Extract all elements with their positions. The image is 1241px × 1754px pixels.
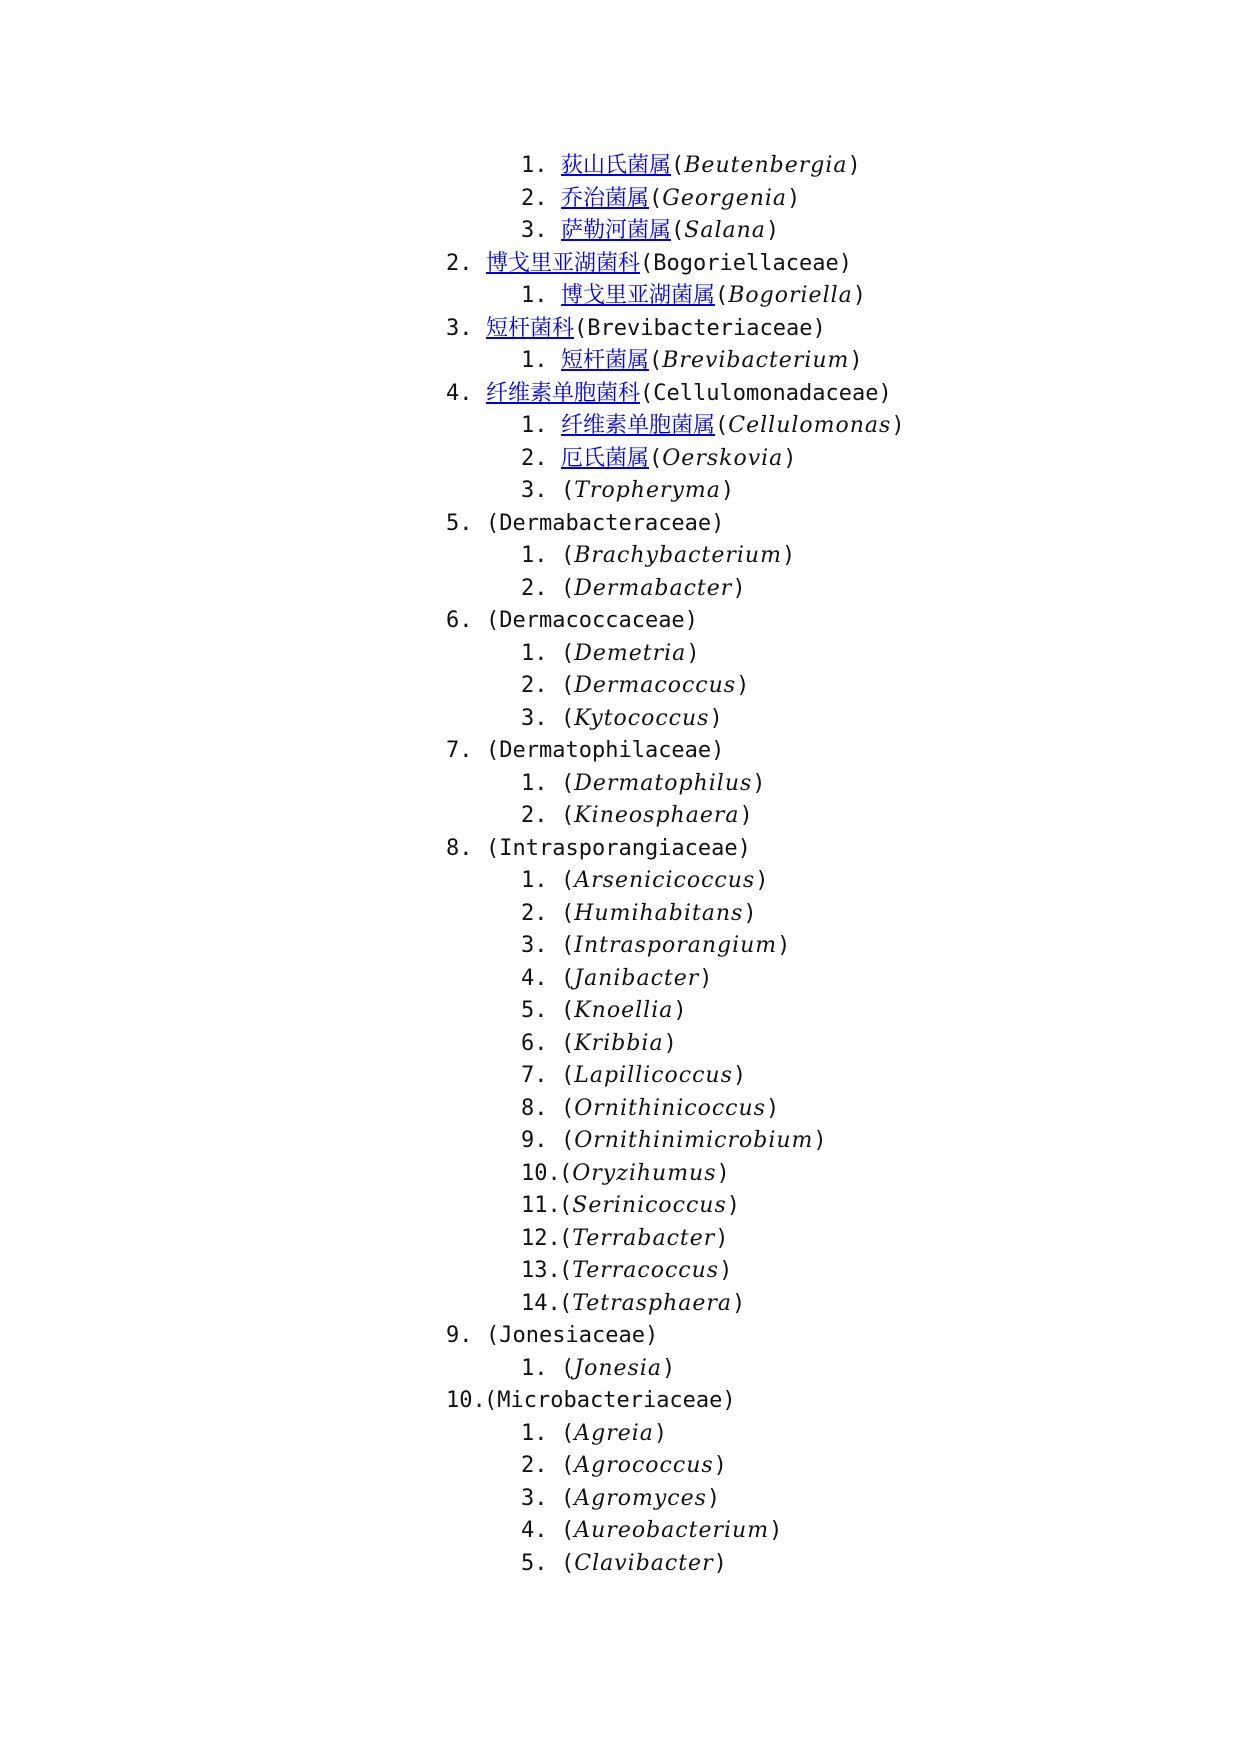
close-paren: )	[713, 1551, 727, 1576]
taxon-link[interactable]: 乔治菌属	[561, 186, 650, 211]
latin-name: Arsenicicoccus	[574, 868, 756, 893]
close-paren: )	[663, 1031, 677, 1056]
list-number: 11.	[521, 1193, 561, 1218]
list-number: 7.	[446, 738, 473, 763]
latin-name: Lapillicoccus	[574, 1063, 733, 1088]
latin-name: Oerskovia	[662, 446, 784, 471]
genus-list-item	[521, 930, 790, 962]
list-number: 1.	[521, 641, 548, 666]
open-paren: (	[561, 966, 575, 991]
open-paren: (	[559, 1258, 573, 1283]
open-paren: (	[649, 446, 663, 471]
close-paren: )	[849, 348, 863, 373]
latin-name: Dermacoccaceae	[499, 608, 685, 633]
genus-list-item	[521, 1223, 729, 1255]
latin-name: Jonesiaceae	[499, 1323, 645, 1348]
latin-name: Terrabacter	[572, 1226, 716, 1251]
genus-list-item	[521, 1060, 746, 1092]
latin-name: Jonesia	[574, 1356, 662, 1381]
latin-name: Tetrasphaera	[572, 1291, 733, 1316]
list-number: 5.	[446, 511, 473, 536]
genus-list-item	[521, 1483, 720, 1515]
latin-name: Beutenbergia	[684, 153, 848, 178]
list-number: 13.	[521, 1258, 561, 1283]
open-paren: (	[561, 1128, 575, 1153]
list-number: 3.	[446, 316, 473, 341]
close-paren: )	[726, 1193, 741, 1218]
latin-name: Dermatophilaceae	[499, 738, 712, 763]
open-paren: (	[640, 251, 654, 276]
genus-list-item	[521, 1093, 779, 1125]
open-paren: (	[561, 1356, 575, 1381]
open-paren: (	[574, 316, 588, 341]
open-paren: (	[715, 283, 729, 308]
genus-list-item	[521, 995, 687, 1027]
list-number: 3.	[521, 218, 548, 243]
close-paren: )	[732, 576, 746, 601]
latin-name: Agromyces	[574, 1486, 707, 1511]
open-paren: (	[561, 1031, 575, 1056]
latin-name: Intrasporangium	[574, 933, 778, 958]
open-paren: (	[561, 706, 575, 731]
open-paren: (	[561, 641, 575, 666]
list-number: 2.	[521, 1453, 548, 1478]
genus-list-item	[521, 638, 700, 670]
genus-list-item	[521, 183, 800, 215]
close-paren: )	[787, 186, 801, 211]
close-paren: )	[686, 641, 700, 666]
list-number: 2.	[521, 803, 548, 828]
open-paren: (	[559, 1193, 573, 1218]
list-number: 5.	[521, 1551, 548, 1576]
open-paren: (	[671, 153, 685, 178]
latin-name: Bogoriella	[728, 283, 853, 308]
family-list-item	[446, 508, 724, 540]
close-paren: )	[644, 1323, 659, 1348]
list-number: 1.	[521, 1421, 548, 1446]
latin-name: Terracoccus	[572, 1258, 720, 1283]
family-list-item	[446, 735, 724, 767]
genus-list-item	[521, 150, 861, 182]
genus-list-item	[521, 1548, 727, 1580]
list-number: 4.	[446, 381, 473, 406]
open-paren: (	[561, 1421, 575, 1446]
genus-list-item	[521, 345, 863, 377]
list-number: 6.	[446, 608, 473, 633]
list-number: 1.	[521, 283, 548, 308]
genus-list-item	[521, 475, 734, 507]
taxon-link[interactable]: 博戈里亚湖菌属	[561, 283, 716, 308]
open-paren: (	[561, 478, 575, 503]
genus-list-item	[521, 1255, 732, 1287]
latin-name: Kribbia	[574, 1031, 664, 1056]
close-paren: )	[684, 608, 698, 633]
open-paren: (	[561, 803, 575, 828]
genus-list-item	[521, 800, 753, 832]
list-number: 2.	[521, 576, 548, 601]
genus-list-item	[521, 768, 766, 800]
open-paren: (	[486, 608, 500, 633]
genus-list-item	[521, 1515, 782, 1547]
open-paren: (	[559, 1291, 573, 1316]
genus-list-item	[521, 865, 768, 897]
latin-name: Cellulomonas	[728, 413, 892, 438]
latin-name: Intrasporangiaceae	[499, 836, 738, 861]
latin-name: Oryzihumus	[572, 1161, 717, 1186]
close-paren: )	[769, 1518, 783, 1543]
genus-list-item	[521, 1158, 730, 1190]
genus-list-item	[521, 963, 713, 995]
close-paren: )	[777, 933, 791, 958]
list-number: 10.	[446, 1388, 486, 1413]
family-list-item	[446, 248, 852, 280]
taxon-link[interactable]: 博戈里亚湖菌科	[486, 251, 641, 276]
list-number: 9.	[446, 1323, 473, 1348]
taxon-link[interactable]: 萨勒河菌属	[561, 218, 672, 243]
close-paren: )	[781, 543, 796, 568]
list-number: 2.	[521, 186, 548, 211]
list-number: 1.	[521, 413, 548, 438]
latin-name: Clavibacter	[574, 1551, 714, 1576]
open-paren: (	[486, 511, 500, 536]
family-list-item	[446, 313, 826, 345]
genus-list-item	[521, 215, 779, 247]
list-number: 3.	[521, 1486, 548, 1511]
open-paren: (	[671, 218, 685, 243]
latin-name: Ornithinicoccus	[574, 1096, 766, 1121]
open-paren: (	[561, 1518, 575, 1543]
close-paren: )	[722, 1388, 736, 1413]
close-paren: )	[711, 511, 725, 536]
open-paren: (	[649, 186, 663, 211]
taxon-link[interactable]: 短杆菌属	[561, 348, 650, 373]
list-number: 8.	[521, 1096, 548, 1121]
genus-list-item	[521, 573, 746, 605]
list-number: 1.	[521, 153, 548, 178]
open-paren: (	[486, 836, 500, 861]
list-number: 2.	[521, 901, 548, 926]
list-number: 1.	[521, 1356, 548, 1381]
family-list-item	[446, 1320, 658, 1352]
latin-name: Janibacter	[574, 966, 700, 991]
genus-list-item	[521, 898, 757, 930]
open-paren: (	[486, 738, 500, 763]
latin-name: Kytococcus	[574, 706, 710, 731]
genus-list-item	[521, 703, 723, 735]
latin-name: Bogoriellaceae	[653, 251, 839, 276]
close-paren: )	[783, 446, 797, 471]
close-paren: )	[755, 868, 769, 893]
close-paren: )	[739, 803, 753, 828]
open-paren: (	[561, 901, 575, 926]
list-number: 2.	[521, 673, 548, 698]
genus-list-item	[521, 1288, 745, 1320]
genus-list-item	[521, 443, 797, 475]
open-paren: (	[561, 998, 575, 1023]
genus-list-item	[521, 670, 749, 702]
open-paren: (	[561, 1096, 575, 1121]
genus-list-item	[521, 1353, 675, 1385]
open-paren: (	[561, 1063, 575, 1088]
latin-name: Demetria	[574, 641, 687, 666]
close-paren: )	[719, 1258, 733, 1283]
open-paren: (	[561, 1453, 575, 1478]
open-paren: (	[561, 771, 575, 796]
close-paren: )	[699, 966, 713, 991]
latin-name: Georgenia	[662, 186, 788, 211]
list-number: 2.	[521, 446, 548, 471]
close-paren: )	[736, 673, 750, 698]
list-number: 6.	[521, 1031, 548, 1056]
close-paren: )	[709, 706, 723, 731]
list-number: 1.	[521, 771, 548, 796]
latin-name: Salana	[684, 218, 766, 243]
open-paren: (	[715, 413, 729, 438]
latin-name: Knoellia	[574, 998, 674, 1023]
latin-name: Kineosphaera	[574, 803, 740, 828]
list-number: 14.	[521, 1291, 561, 1316]
list-number: 5.	[521, 998, 548, 1023]
family-list-item	[446, 605, 698, 637]
list-number: 1.	[521, 543, 548, 568]
list-number: 3.	[521, 478, 548, 503]
latin-name: Serinicoccus	[572, 1193, 727, 1218]
close-paren: )	[765, 1096, 780, 1121]
list-number: 8.	[446, 836, 473, 861]
close-paren: )	[765, 218, 780, 243]
genus-list-item	[521, 410, 905, 442]
close-paren: )	[706, 1486, 721, 1511]
close-paren: )	[813, 1128, 827, 1153]
list-number: 12.	[521, 1226, 561, 1251]
latin-name: Dermatophilus	[574, 771, 753, 796]
open-paren: (	[559, 1161, 573, 1186]
close-paren: )	[713, 1453, 727, 1478]
open-paren: (	[640, 381, 654, 406]
list-number: 10.	[521, 1161, 561, 1186]
latin-name: Brachybacterium	[574, 543, 782, 568]
latin-name: Dermacoccus	[574, 673, 737, 698]
family-list-item	[446, 1385, 736, 1417]
taxon-link[interactable]: 荻山氏菌属	[561, 153, 672, 178]
open-paren: (	[649, 348, 663, 373]
open-paren: (	[559, 1226, 573, 1251]
list-number: 1.	[521, 348, 548, 373]
genus-list-item	[521, 1450, 727, 1482]
close-paren: )	[852, 283, 867, 308]
close-paren: )	[838, 251, 852, 276]
genus-list-item	[521, 1028, 677, 1060]
latin-name: Dermabacter	[574, 576, 733, 601]
list-number: 3.	[521, 933, 548, 958]
latin-name: Brevibacterium	[662, 348, 850, 373]
open-paren: (	[561, 868, 575, 893]
close-paren: )	[732, 1291, 746, 1316]
close-paren: )	[715, 1226, 729, 1251]
list-number: 1.	[521, 868, 548, 893]
latin-name: Dermabacteraceae	[499, 511, 712, 536]
latin-name: Humihabitans	[574, 901, 744, 926]
list-number: 4.	[521, 1518, 548, 1543]
genus-list-item	[521, 1418, 667, 1450]
list-number: 4.	[521, 966, 548, 991]
latin-name: Microbacteriaceae	[497, 1388, 723, 1413]
open-paren: (	[484, 1388, 498, 1413]
family-list-item	[446, 833, 751, 865]
taxon-link[interactable]: 厄氏菌属	[561, 446, 650, 471]
genus-list-item	[521, 1190, 740, 1222]
latin-name: Agreia	[574, 1421, 654, 1446]
open-paren: (	[486, 1323, 500, 1348]
genus-list-item	[521, 1125, 827, 1157]
close-paren: )	[847, 153, 861, 178]
close-paren: )	[743, 901, 757, 926]
family-list-item	[446, 378, 892, 410]
list-number: 3.	[521, 706, 548, 731]
close-paren: )	[720, 478, 735, 503]
genus-list-item	[521, 540, 795, 572]
close-paren: )	[716, 1161, 730, 1186]
latin-name: Cellulomonadaceae	[653, 381, 879, 406]
latin-name: Tropheryma	[574, 478, 721, 503]
close-paren: )	[891, 413, 905, 438]
close-paren: )	[752, 771, 766, 796]
list-number: 2.	[446, 251, 473, 276]
close-paren: )	[732, 1063, 747, 1088]
latin-name: Ornithinimicrobium	[574, 1128, 814, 1153]
close-paren: )	[812, 316, 826, 341]
close-paren: )	[653, 1421, 668, 1446]
close-paren: )	[711, 738, 725, 763]
close-paren: )	[878, 381, 892, 406]
close-paren: )	[737, 836, 751, 861]
close-paren: )	[673, 998, 687, 1023]
genus-list-item	[521, 280, 866, 312]
list-number: 9.	[521, 1128, 548, 1153]
open-paren: (	[561, 933, 575, 958]
open-paren: (	[561, 1551, 575, 1576]
taxon-link[interactable]: 短杆菌科	[486, 316, 575, 341]
open-paren: (	[561, 1486, 575, 1511]
close-paren: )	[661, 1356, 676, 1381]
list-number: 7.	[521, 1063, 548, 1088]
latin-name: Agrococcus	[574, 1453, 714, 1478]
latin-name: Brevibacteriaceae	[587, 316, 813, 341]
open-paren: (	[561, 543, 575, 568]
open-paren: (	[561, 576, 575, 601]
taxon-link[interactable]: 纤维素单胞菌科	[486, 381, 641, 406]
latin-name: Aureobacterium	[574, 1518, 770, 1543]
open-paren: (	[561, 673, 575, 698]
taxon-link[interactable]: 纤维素单胞菌属	[561, 413, 716, 438]
